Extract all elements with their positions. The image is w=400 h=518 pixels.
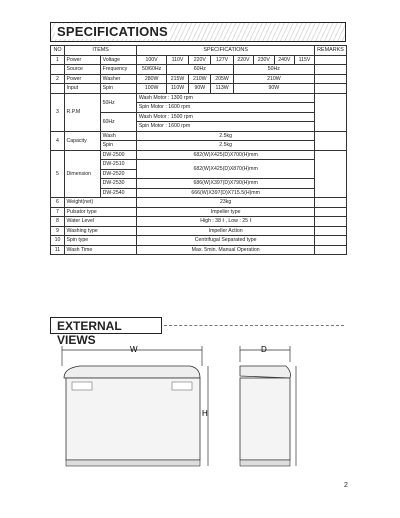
row-item: Power [65, 55, 101, 65]
cell: Wash Motor : 1500 rpm [137, 112, 315, 122]
cell: 230V [254, 55, 274, 65]
row-no: 4 [51, 131, 65, 150]
washer-base-side [240, 460, 290, 466]
remarks-cell [315, 65, 347, 75]
remarks-cell [315, 150, 347, 198]
row-item: Weight(net) [65, 198, 137, 208]
row-subitem: DW-2500 [101, 150, 137, 160]
external-views-header [50, 317, 344, 347]
row-no: 11 [51, 245, 65, 255]
cell: Centrifugal Separated type [137, 236, 315, 246]
divider [164, 325, 344, 326]
row-no: 8 [51, 217, 65, 227]
row-no: 9 [51, 226, 65, 236]
row-item: Input [65, 84, 101, 94]
cell: 100W [137, 84, 167, 94]
row-item: Dimension [65, 150, 101, 198]
table-row [51, 84, 347, 94]
remarks-cell [315, 217, 347, 227]
table-row [51, 150, 347, 160]
cell: Impeller type [137, 207, 315, 217]
table-row [51, 236, 347, 246]
cell: 50Hz [233, 65, 314, 75]
row-item: Wash Time [65, 245, 137, 255]
specifications-table [50, 45, 347, 255]
control-knob-left [72, 382, 92, 390]
washer-lid-side [240, 366, 291, 378]
remarks-cell [315, 198, 347, 208]
row-item: Spin type [65, 236, 137, 246]
cell: 666(W)X397(D)X715.5(H)mm [137, 188, 315, 198]
cell: 110W [166, 84, 188, 94]
cell: 686(W)X397(D)X790(H)mm [137, 179, 315, 189]
row-subitem: 60Hz [101, 112, 137, 131]
row-no: 5 [51, 150, 65, 198]
washer-body-side [240, 378, 290, 460]
cell: 280W [137, 74, 167, 84]
table-row [51, 245, 347, 255]
table-row [51, 131, 347, 141]
table-row [51, 226, 347, 236]
row-no: 10 [51, 236, 65, 246]
cell [51, 65, 65, 75]
row-item: Pulsator type [65, 207, 137, 217]
row-subitem: DW-2510 [101, 160, 137, 170]
col-specifications: SPECIFICATIONS [137, 46, 315, 56]
cell: 215W [166, 74, 188, 84]
table-row [51, 93, 347, 103]
cell: Max. 5min. Manual Operation [137, 245, 315, 255]
cell: 100V [137, 55, 167, 65]
cell: 210W [189, 74, 211, 84]
row-no: 6 [51, 198, 65, 208]
col-items: ITEMS [65, 46, 137, 56]
remarks-cell [315, 55, 347, 65]
row-subitem: Washer [101, 74, 137, 84]
row-subitem: DW-2540 [101, 188, 137, 198]
cell: 110V [166, 55, 188, 65]
row-subitem: Voltage [101, 55, 137, 65]
cell: 90W [233, 84, 314, 94]
cell: 682(W)X425(D)X700(H)mm [137, 150, 315, 160]
row-subitem: Frequency [101, 65, 137, 75]
table-row [51, 55, 347, 65]
table-header-row [51, 46, 347, 56]
cell: 115V [295, 55, 315, 65]
remarks-cell [315, 245, 347, 255]
cell: Impeller Action [137, 226, 315, 236]
remarks-cell [315, 207, 347, 217]
cell: 23kg [137, 198, 315, 208]
row-subitem: Spin [101, 141, 137, 151]
cell: 50/60Hz [137, 65, 167, 75]
col-no: NO [51, 46, 65, 56]
row-subitem: DW-2530 [101, 179, 137, 189]
table-row [51, 198, 347, 208]
row-no: 3 [51, 93, 65, 131]
cell: 205W [211, 74, 233, 84]
height-label: H [202, 409, 208, 418]
remarks-cell [315, 74, 347, 84]
table-row [51, 65, 347, 75]
washer-body-front [66, 378, 200, 460]
col-remarks: REMARKS [315, 46, 347, 56]
cell: 2.5kg [137, 141, 315, 151]
remarks-cell [315, 93, 347, 131]
cell [51, 84, 65, 94]
row-item: Capacity [65, 131, 101, 150]
remarks-cell [315, 84, 347, 94]
washer-base [66, 460, 200, 466]
depth-label: D [261, 345, 267, 354]
row-no: 1 [51, 55, 65, 65]
remarks-cell [315, 226, 347, 236]
external-views-box [50, 317, 162, 347]
row-item: Washing type [65, 226, 137, 236]
page-number: 2 [344, 482, 348, 489]
remarks-cell [315, 131, 347, 150]
table-row [51, 74, 347, 84]
cell: 220V [233, 55, 253, 65]
row-subitem: Spin [101, 84, 137, 94]
cell: 682(W)X425(D)X870(H)mm [137, 160, 315, 179]
cell: Wash Motor : 1300 rpm [137, 93, 315, 103]
cell: 60Hz [166, 65, 233, 75]
table-row [51, 217, 347, 227]
width-label: W [130, 345, 138, 354]
cell: 240V [274, 55, 294, 65]
cell: High : 38 ℓ , Low : 25 ℓ [137, 217, 315, 227]
cell: 113W [211, 84, 233, 94]
row-item: Water Level [65, 217, 137, 227]
cell: Spin Motor : 1600 rpm [137, 122, 315, 132]
row-subitem: Wash [101, 131, 137, 141]
cell: 90W [189, 84, 211, 94]
table-row [51, 207, 347, 217]
cell: 210W [233, 74, 314, 84]
cell: 220V [189, 55, 211, 65]
remarks-cell [315, 236, 347, 246]
cell: 127V [211, 55, 233, 65]
row-item: Source [65, 65, 101, 75]
external-views-title: EXTERNAL VIEWS [57, 319, 122, 347]
row-no: 7 [51, 207, 65, 217]
control-knob-right [172, 382, 192, 390]
specifications-header [50, 22, 346, 42]
cell: 2.5kg [137, 131, 315, 141]
row-item: Power [65, 74, 101, 84]
specifications-title: SPECIFICATIONS [57, 24, 168, 39]
row-subitem: DW-2520 [101, 169, 137, 179]
row-no: 2 [51, 74, 65, 84]
row-item: R.P.M [65, 93, 101, 131]
external-views-drawing [50, 338, 350, 478]
washer-lid [64, 366, 200, 378]
cell: Spin Motor : 1600 rpm [137, 103, 315, 113]
row-subitem: 50Hz [101, 93, 137, 112]
